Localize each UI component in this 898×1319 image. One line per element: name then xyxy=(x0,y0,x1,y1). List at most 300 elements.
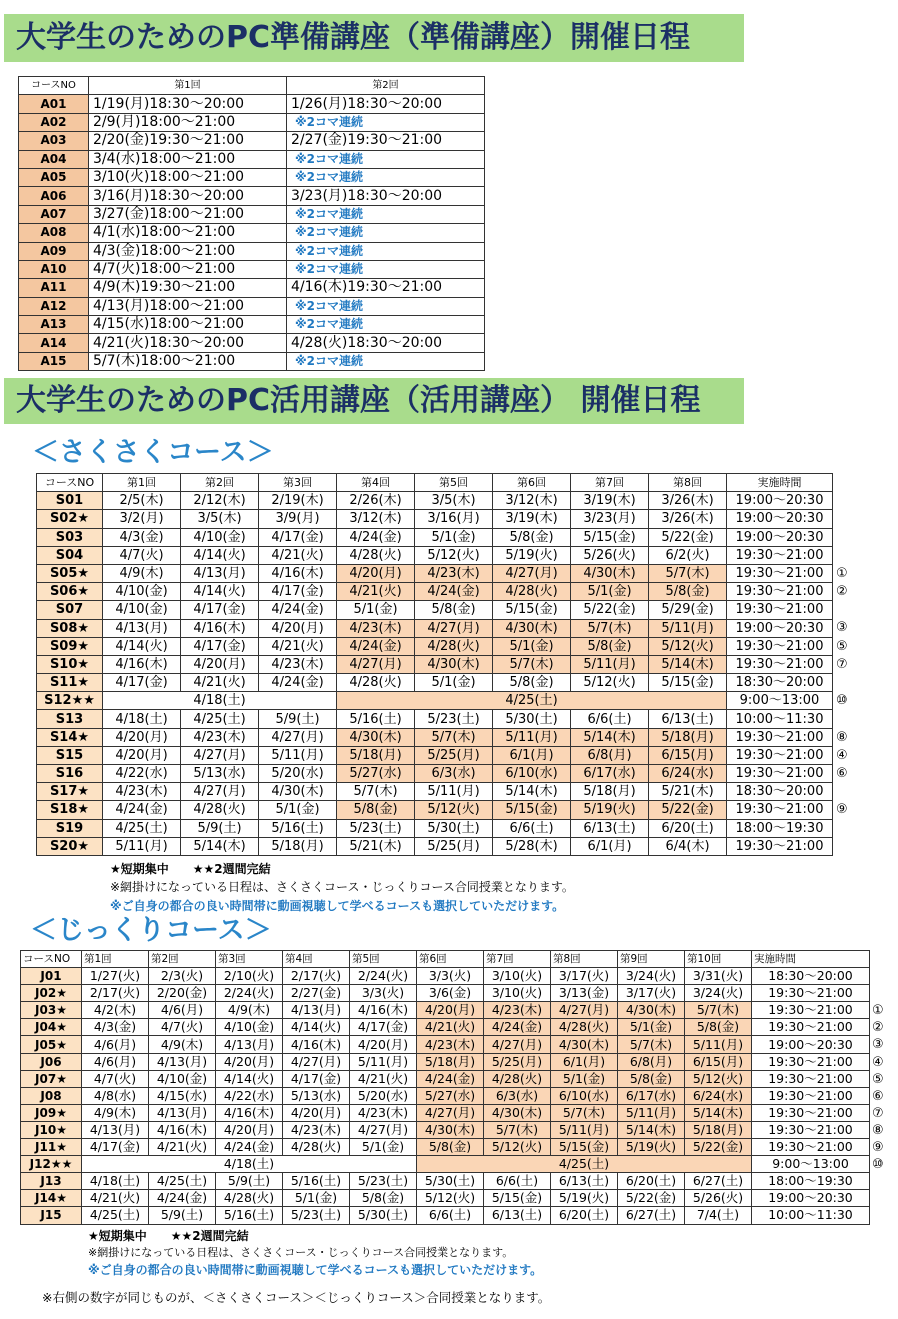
table-row xyxy=(37,674,833,692)
session-date: 5/29(金) xyxy=(649,601,727,619)
session-date: 4/9(木) xyxy=(103,564,181,582)
table-row xyxy=(37,510,833,528)
course-number: S16 xyxy=(37,765,103,783)
session-date: 4/23(木) xyxy=(259,655,337,673)
session-date: 4/24(金) xyxy=(484,1019,551,1036)
session-date: 6/27(土) xyxy=(618,1207,685,1224)
table-row xyxy=(37,546,833,564)
session-time: 9:00～13:00 xyxy=(727,692,833,710)
session-date: 5/1(金) xyxy=(415,528,493,546)
session-date: 4/27(月) xyxy=(181,783,259,801)
joint-class-mark: ⑥ xyxy=(872,1088,884,1104)
session-date: 5/15(金) xyxy=(649,674,727,692)
session-date: 4/30(木) xyxy=(484,1104,551,1121)
session-date: 5/22(金) xyxy=(649,528,727,546)
session-date: 5/12(火) xyxy=(685,1070,752,1087)
session-time: 19:00～20:30 xyxy=(752,1036,870,1053)
table-row xyxy=(37,710,833,728)
course-number: J15 xyxy=(21,1207,82,1224)
session-date: 3/17(火) xyxy=(618,985,685,1002)
table-row xyxy=(37,619,833,637)
course-number: J11★ xyxy=(21,1139,82,1156)
session-date: 5/7(木) xyxy=(493,655,571,673)
session-date: 3/31(火) xyxy=(685,968,752,985)
session-date: 3/23(月) xyxy=(571,510,649,528)
session-date: 6/20(土) xyxy=(551,1207,618,1224)
course-number: J04★ xyxy=(21,1019,82,1036)
session-date: 4/25(土) xyxy=(82,1207,149,1224)
column-header: 第8回 xyxy=(551,951,618,968)
session-date: 4/10(金) xyxy=(216,1019,283,1036)
course-number: S07 xyxy=(37,601,103,619)
session-date: 5/18(月) xyxy=(685,1121,752,1138)
column-header: コースNO xyxy=(37,474,103,492)
session-date: 4/28(火) xyxy=(493,583,571,601)
session-date: 5/9(土) xyxy=(216,1173,283,1190)
course-number: J07★ xyxy=(21,1070,82,1087)
session-time: 19:30～21:00 xyxy=(727,746,833,764)
session-date: 4/30(木) xyxy=(417,1121,484,1138)
session-date: 4/21(火) xyxy=(350,1070,417,1087)
session-date: 5/12(火) xyxy=(415,801,493,819)
course-number: S05★ xyxy=(37,564,103,582)
session-time: 19:30～21:00 xyxy=(727,564,833,582)
table-row xyxy=(37,746,833,764)
session-date: 6/13(土) xyxy=(571,819,649,837)
session-date: 5/8(金) xyxy=(337,801,415,819)
joint-class-mark: ③ xyxy=(872,1037,884,1053)
session-date: ※2コマ連続 xyxy=(287,260,485,278)
session-date: 6/15(月) xyxy=(649,746,727,764)
session-date: 5/1(金) xyxy=(350,1139,417,1156)
session-date: 4/7(火) xyxy=(149,1019,216,1036)
column-header: 第4回 xyxy=(283,951,350,968)
session-date: ※2コマ連続 xyxy=(287,205,485,223)
course-number: A06 xyxy=(19,187,89,205)
session-date: 5/11(月) xyxy=(571,655,649,673)
table-row xyxy=(19,224,485,242)
session-date: 4/28(火) xyxy=(484,1070,551,1087)
table-row xyxy=(19,316,485,334)
jikkuri-legend: ★短期集中 ★★2週間完結 xyxy=(88,1229,249,1243)
column-header: 第1回 xyxy=(89,77,287,95)
session-date: 4/20(月) xyxy=(103,728,181,746)
session-date: 4/17(金) xyxy=(259,528,337,546)
session-date: 4/13(月) xyxy=(82,1121,149,1138)
session-date: 4/14(火) xyxy=(181,583,259,601)
session-date: 3/24(火) xyxy=(685,985,752,1002)
session-date-span: 4/18(土) xyxy=(103,692,337,710)
session-date: 3/13(金) xyxy=(551,985,618,1002)
session-date: 3/5(木) xyxy=(415,492,493,510)
session-date: 4/17(金) xyxy=(82,1139,149,1156)
course-number: S08★ xyxy=(37,619,103,637)
session-time: 19:30～21:00 xyxy=(752,1002,870,1019)
table-row xyxy=(19,168,485,186)
session-date: 5/1(金) xyxy=(259,801,337,819)
session-date: 4/18(土) xyxy=(82,1173,149,1190)
table-row xyxy=(37,837,833,855)
session-date: 5/1(金) xyxy=(618,1019,685,1036)
course-number: S19 xyxy=(37,819,103,837)
session-date: 4/3(金)18:00～21:00 xyxy=(89,242,287,260)
prep-title: 大学生のためのPC準備講座（準備講座）開催日程 xyxy=(16,20,691,55)
session-date: 4/15(水) xyxy=(149,1087,216,1104)
session-date: 5/23(土) xyxy=(337,819,415,837)
session-date: 6/1(月) xyxy=(551,1053,618,1070)
session-date: 6/15(月) xyxy=(685,1053,752,1070)
session-date: 2/27(金) xyxy=(283,985,350,1002)
session-date: 5/7(木) xyxy=(415,728,493,746)
joint-class-mark: ⑩ xyxy=(836,693,848,709)
course-number: J06 xyxy=(21,1053,82,1070)
session-time: 19:30～21:00 xyxy=(727,765,833,783)
session-date: 4/30(木) xyxy=(493,619,571,637)
session-date: 2/17(火) xyxy=(82,985,149,1002)
session-date: 6/13(土) xyxy=(551,1173,618,1190)
table-row xyxy=(37,728,833,746)
session-date: 5/11(月) xyxy=(649,619,727,637)
session-date: 5/8(金) xyxy=(417,1139,484,1156)
session-date: 5/12(火) xyxy=(417,1190,484,1207)
column-header: 第7回 xyxy=(484,951,551,968)
session-date: 2/20(金)19:30～21:00 xyxy=(89,132,287,150)
course-number: S01 xyxy=(37,492,103,510)
session-date: 4/25(土) xyxy=(149,1173,216,1190)
table-row xyxy=(37,765,833,783)
session-date: 3/12(木) xyxy=(337,510,415,528)
session-date: 5/16(土) xyxy=(216,1207,283,1224)
session-date: 4/28(火) xyxy=(216,1190,283,1207)
session-date: 5/18(月) xyxy=(417,1053,484,1070)
session-date: 1/27(火) xyxy=(82,968,149,985)
session-date: 4/9(木) xyxy=(216,1002,283,1019)
session-date: 5/22(金) xyxy=(571,601,649,619)
apply-title-band xyxy=(4,378,744,424)
session-date: 4/18(土) xyxy=(103,710,181,728)
session-date: 6/1(月) xyxy=(493,746,571,764)
session-date: 4/28(火) xyxy=(181,801,259,819)
session-date: 5/18(月) xyxy=(259,837,337,855)
session-date: 4/14(火) xyxy=(216,1070,283,1087)
joint-class-mark: ⑧ xyxy=(836,729,848,745)
session-date: 4/21(火) xyxy=(181,674,259,692)
session-date: ※2コマ連続 xyxy=(287,150,485,168)
session-date: 3/23(月)18:30～20:00 xyxy=(287,187,485,205)
session-date: 5/14(木) xyxy=(571,728,649,746)
session-date: 5/7(木) xyxy=(571,619,649,637)
course-number: A12 xyxy=(19,297,89,315)
session-date: 4/23(木) xyxy=(337,619,415,637)
table-row xyxy=(37,564,833,582)
session-date: 4/6(月) xyxy=(82,1053,149,1070)
saku-shaded-note: ※網掛けになっている日程は、さくさくコース・じっくりコース合同授業となります。 xyxy=(110,880,574,894)
session-date: 4/20(月) xyxy=(350,1036,417,1053)
session-date: 4/23(木) xyxy=(181,728,259,746)
session-date: 6/20(土) xyxy=(618,1173,685,1190)
session-date: 5/21(木) xyxy=(649,783,727,801)
session-date: 2/5(木) xyxy=(103,492,181,510)
course-number: S11★ xyxy=(37,674,103,692)
session-date: ※2コマ連続 xyxy=(287,316,485,334)
jikkuri-shaded-note: ※網掛けになっている日程は、さくさくコース・じっくりコース合同授業となります。 xyxy=(88,1246,514,1259)
session-date: 4/17(金) xyxy=(283,1070,350,1087)
session-date: 5/9(土) xyxy=(181,819,259,837)
session-date: 4/10(金) xyxy=(181,528,259,546)
joint-class-mark: ⑤ xyxy=(836,638,848,654)
session-date: 5/8(金) xyxy=(618,1070,685,1087)
session-date: 5/14(木) xyxy=(618,1121,685,1138)
session-date: 5/1(金) xyxy=(283,1190,350,1207)
table-row xyxy=(21,1070,870,1087)
apply-title: 大学生のためのPC活用講座（活用講座） 開催日程 xyxy=(16,383,701,418)
session-date: 4/24(金) xyxy=(337,528,415,546)
session-date: 4/23(木) xyxy=(283,1121,350,1138)
session-date: 4/28(火) xyxy=(337,546,415,564)
session-date: 5/23(土) xyxy=(283,1207,350,1224)
session-date: 4/13(月) xyxy=(149,1104,216,1121)
session-date: 4/27(月) xyxy=(181,746,259,764)
session-date: 6/3(水) xyxy=(484,1087,551,1104)
session-date: 4/21(火) xyxy=(259,637,337,655)
session-date: 4/16(木) xyxy=(283,1036,350,1053)
session-date: 4/30(木) xyxy=(571,564,649,582)
table-row xyxy=(19,95,485,113)
session-date: 5/11(月) xyxy=(415,783,493,801)
session-date: 2/20(金) xyxy=(149,985,216,1002)
course-number: S02★ xyxy=(37,510,103,528)
session-date: 4/24(金) xyxy=(216,1139,283,1156)
session-date: 4/8(水) xyxy=(82,1087,149,1104)
session-date: 4/22(水) xyxy=(216,1087,283,1104)
joint-class-mark: ⑩ xyxy=(872,1157,884,1173)
session-date: 4/3(金) xyxy=(103,528,181,546)
session-date: 5/11(月) xyxy=(685,1036,752,1053)
session-date: 5/11(月) xyxy=(551,1121,618,1138)
session-date: 5/14(木) xyxy=(181,837,259,855)
table-row xyxy=(19,205,485,223)
session-date: 5/14(木) xyxy=(493,783,571,801)
session-date: 3/10(火) xyxy=(484,985,551,1002)
joint-class-mark: ⑨ xyxy=(836,802,848,818)
session-date: 3/27(金)18:00～21:00 xyxy=(89,205,287,223)
column-header: コースNO xyxy=(21,951,82,968)
session-date: 4/6(月) xyxy=(149,1002,216,1019)
table-row xyxy=(21,1207,870,1224)
session-date: 4/30(木) xyxy=(259,783,337,801)
session-date: 4/28(火) xyxy=(283,1139,350,1156)
session-time: 19:30～21:00 xyxy=(727,728,833,746)
column-header: 第3回 xyxy=(216,951,283,968)
session-date: 6/8(月) xyxy=(618,1053,685,1070)
session-date: 4/28(火) xyxy=(551,1019,618,1036)
course-number: A14 xyxy=(19,334,89,352)
session-date: 5/14(木) xyxy=(649,655,727,673)
session-date: 3/10(火)18:00～21:00 xyxy=(89,168,287,186)
session-date: 5/18(月) xyxy=(649,728,727,746)
session-time: 19:30～21:00 xyxy=(727,837,833,855)
table-row xyxy=(21,1036,870,1053)
session-time: 19:00～20:30 xyxy=(727,619,833,637)
session-date: 5/20(水) xyxy=(259,765,337,783)
session-date: 5/15(金) xyxy=(551,1139,618,1156)
column-header: 第5回 xyxy=(415,474,493,492)
course-number: J08 xyxy=(21,1087,82,1104)
session-time: 19:30～21:00 xyxy=(752,1087,870,1104)
joint-class-mark: ① xyxy=(872,1003,884,1019)
session-date: 3/16(月)18:30～20:00 xyxy=(89,187,287,205)
session-date: 5/15(金) xyxy=(484,1190,551,1207)
session-time: 19:30～21:00 xyxy=(752,1104,870,1121)
course-number: S09★ xyxy=(37,637,103,655)
table-row xyxy=(37,492,833,510)
session-date: 5/25(月) xyxy=(415,746,493,764)
session-date: 4/30(木) xyxy=(551,1036,618,1053)
session-time: 10:00～11:30 xyxy=(727,710,833,728)
column-header: 第8回 xyxy=(649,474,727,492)
session-time: 18:30～20:00 xyxy=(727,674,833,692)
session-date: 5/16(土) xyxy=(283,1173,350,1190)
session-date: 5/22(金) xyxy=(618,1190,685,1207)
session-time: 19:30～21:00 xyxy=(727,601,833,619)
session-date: 5/26(火) xyxy=(685,1190,752,1207)
table-row xyxy=(19,352,485,370)
session-date: 5/7(木) xyxy=(551,1104,618,1121)
session-date: 5/30(土) xyxy=(493,710,571,728)
column-header: 第5回 xyxy=(350,951,417,968)
course-number: S03 xyxy=(37,528,103,546)
session-date: 4/17(金) xyxy=(103,674,181,692)
session-date: 6/6(土) xyxy=(417,1207,484,1224)
joint-class-mark: ⑦ xyxy=(836,656,848,672)
session-time: 19:30～21:00 xyxy=(727,655,833,673)
session-time: 18:30～20:00 xyxy=(752,968,870,985)
session-date: 4/10(金) xyxy=(149,1070,216,1087)
course-number: A10 xyxy=(19,260,89,278)
joint-class-mark: ⑦ xyxy=(872,1105,884,1121)
saku-schedule-table xyxy=(36,473,833,856)
session-date: 4/27(月) xyxy=(415,619,493,637)
session-date: 4/28(火)18:30～20:00 xyxy=(287,334,485,352)
session-date: 4/16(木) xyxy=(181,619,259,637)
session-date: 3/9(月) xyxy=(259,510,337,528)
session-date: ※2コマ連続 xyxy=(287,297,485,315)
session-date: 3/19(木) xyxy=(493,510,571,528)
session-date: 2/24(火) xyxy=(350,968,417,985)
joint-class-mark: ⑧ xyxy=(872,1122,884,1138)
session-date: 4/16(木) xyxy=(259,564,337,582)
session-time: 18:00～19:30 xyxy=(752,1173,870,1190)
course-number: J05★ xyxy=(21,1036,82,1053)
column-header: 第9回 xyxy=(618,951,685,968)
course-number: S13 xyxy=(37,710,103,728)
joint-class-mark: ④ xyxy=(872,1054,884,1070)
session-date: 2/26(木) xyxy=(337,492,415,510)
course-number: S10★ xyxy=(37,655,103,673)
table-row xyxy=(21,1019,870,1036)
saku-video-note: ※ご自身の都合の良い時間帯に動画視聴して学べるコースも選択していただけます。 xyxy=(110,899,565,913)
session-time: 19:30～21:00 xyxy=(752,1070,870,1087)
session-date: 4/9(木) xyxy=(82,1104,149,1121)
session-date: 3/16(月) xyxy=(415,510,493,528)
session-date: 6/17(水) xyxy=(618,1087,685,1104)
session-date: 5/9(土) xyxy=(259,710,337,728)
session-date: 4/13(月)18:00～21:00 xyxy=(89,297,287,315)
session-date: 4/27(月) xyxy=(283,1053,350,1070)
table-row xyxy=(21,985,870,1002)
session-date: 2/9(月)18:00～21:00 xyxy=(89,113,287,131)
table-row xyxy=(19,297,485,315)
session-date: 3/3(火) xyxy=(350,985,417,1002)
session-date: 3/6(金) xyxy=(417,985,484,1002)
table-row xyxy=(19,260,485,278)
session-date: 4/13(月) xyxy=(181,564,259,582)
session-date: 5/12(火) xyxy=(649,637,727,655)
course-number: A15 xyxy=(19,352,89,370)
session-date: 5/22(金) xyxy=(685,1139,752,1156)
session-date: 4/16(木) xyxy=(103,655,181,673)
session-date: 2/27(金)19:30～21:00 xyxy=(287,132,485,150)
column-header: 第1回 xyxy=(82,951,149,968)
joint-class-mark: ② xyxy=(872,1020,884,1036)
course-number: J09★ xyxy=(21,1104,82,1121)
session-date: 6/8(月) xyxy=(571,746,649,764)
session-date: 6/20(土) xyxy=(649,819,727,837)
session-date: 5/23(土) xyxy=(350,1173,417,1190)
session-date: 5/19(火) xyxy=(618,1139,685,1156)
session-date: 5/12(火) xyxy=(415,546,493,564)
course-number: A04 xyxy=(19,150,89,168)
course-number: J01 xyxy=(21,968,82,985)
session-date: 6/13(土) xyxy=(649,710,727,728)
prep-title-band xyxy=(4,14,744,62)
session-date: 4/23(木) xyxy=(103,783,181,801)
session-date: 1/26(月)18:30～20:00 xyxy=(287,95,485,113)
column-header: 第4回 xyxy=(337,474,415,492)
session-date: 2/19(木) xyxy=(259,492,337,510)
session-date: 5/11(月) xyxy=(259,746,337,764)
session-date: 7/4(土) xyxy=(685,1207,752,1224)
course-number: J02★ xyxy=(21,985,82,1002)
session-date: 4/28(火) xyxy=(337,674,415,692)
session-date: 4/20(月) xyxy=(337,564,415,582)
session-date: ※2コマ連続 xyxy=(287,352,485,370)
session-time: 19:00～20:30 xyxy=(727,510,833,528)
session-date: 5/8(金) xyxy=(493,674,571,692)
session-date: 5/30(土) xyxy=(350,1207,417,1224)
session-date: 6/24(水) xyxy=(649,765,727,783)
course-number: A11 xyxy=(19,279,89,297)
session-date: 4/17(金) xyxy=(259,583,337,601)
table-row xyxy=(21,1002,870,1019)
session-date: 4/30(木) xyxy=(337,728,415,746)
session-date: 4/27(月) xyxy=(417,1104,484,1121)
session-date: 4/1(水)18:00～21:00 xyxy=(89,224,287,242)
session-time: 18:30～20:00 xyxy=(727,783,833,801)
session-date: 3/10(火) xyxy=(484,968,551,985)
session-date: 5/19(火) xyxy=(493,546,571,564)
jikkuri-video-note: ※ご自身の都合の良い時間帯に動画視聴して学べるコースも選択していただけます。 xyxy=(88,1263,543,1277)
joint-class-mark: ⑥ xyxy=(836,766,848,781)
session-date: 5/7(木) xyxy=(618,1036,685,1053)
table-row xyxy=(37,692,833,710)
session-date: 4/16(木) xyxy=(350,1002,417,1019)
session-date: 5/1(金) xyxy=(571,583,649,601)
session-date: 4/9(木)19:30～21:00 xyxy=(89,279,287,297)
table-row xyxy=(21,1139,870,1156)
table-row xyxy=(21,1173,870,1190)
session-date: 5/30(土) xyxy=(415,819,493,837)
